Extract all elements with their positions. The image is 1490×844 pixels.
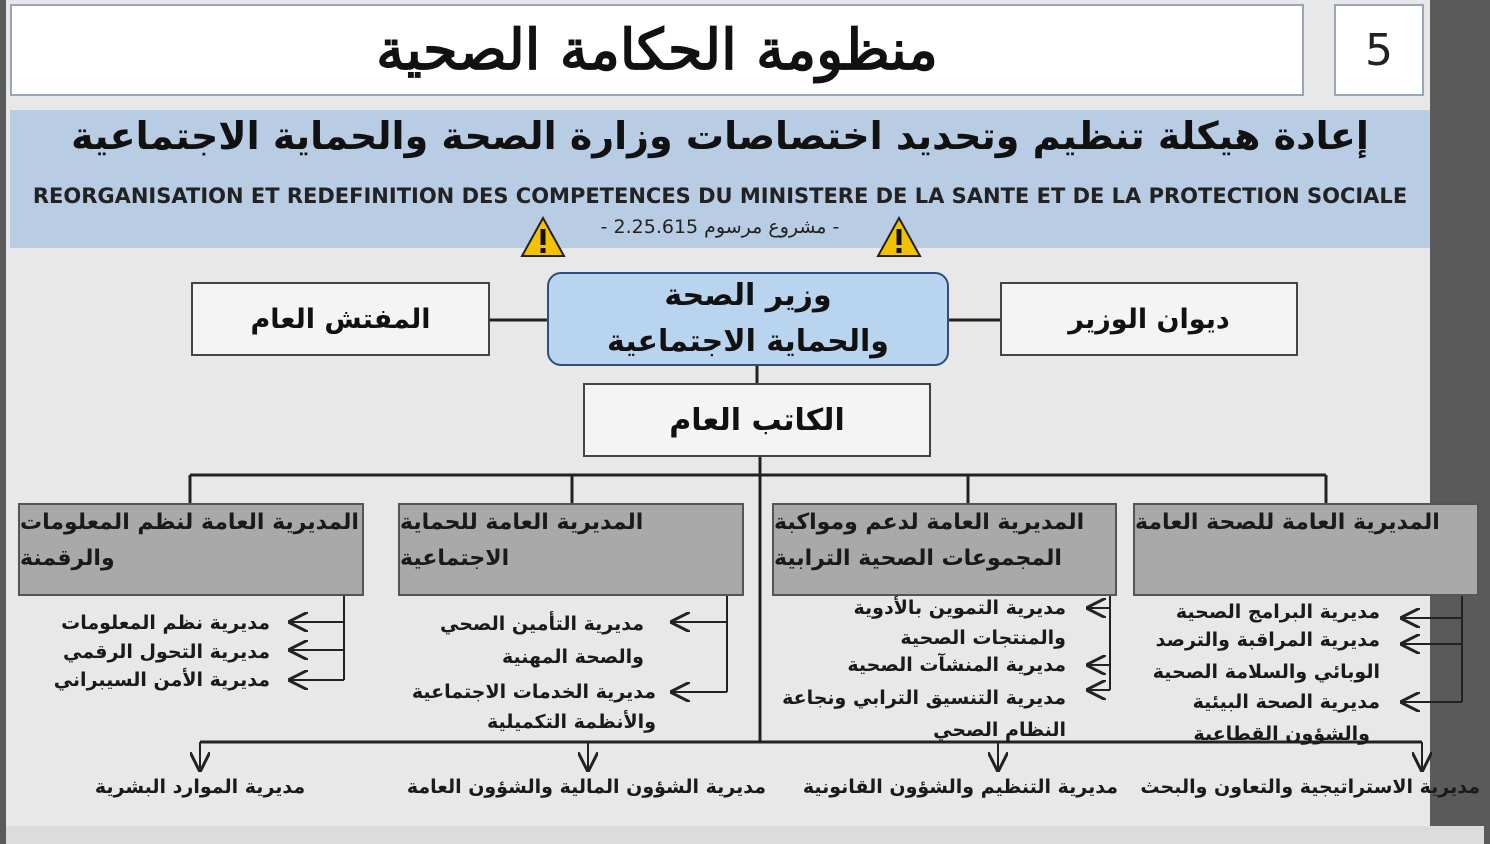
cabinet-box: ديوان الوزير — [1000, 282, 1298, 356]
sub-directorate: مديرية البرامج الصحية — [1175, 601, 1380, 623]
sub-directorate: والشؤون القطاعية — [1193, 723, 1370, 745]
sub-directorate: مديرية المراقبة والترصد — [1155, 629, 1380, 651]
dg-territorial-health-groups — [772, 503, 1117, 596]
directorate-strategy: مديرية الاستراتيجية والتعاون والبحث — [1140, 776, 1480, 798]
dg-line1: المديرية العامة لدعم ومواكبة — [774, 510, 1085, 535]
sub-directorate: والمنتجات الصحية — [900, 627, 1066, 649]
dg-line1: المديرية العامة لنظم المعلومات — [20, 510, 359, 535]
secretary-general-box: الكاتب العام — [583, 383, 931, 457]
dg-line1: المديرية العامة للحماية — [400, 510, 644, 535]
minister-line1: وزير الصحة — [664, 278, 832, 313]
draft-decree: - مشروع مرسوم 2.25.615 - — [600, 216, 840, 238]
directorate-legal-affairs: مديرية التنظيم والشؤون القانونية — [802, 776, 1118, 798]
inspector-general-box: المفتش العام — [191, 282, 490, 356]
directorate-human-resources: مديرية الموارد البشرية — [94, 776, 306, 798]
sub-directorate: مديرية نظم المعلومات — [61, 612, 270, 634]
minister-line2: والحماية الاجتماعية — [607, 324, 889, 359]
sub-directorate: مديرية التأمين الصحي — [439, 613, 644, 635]
dg-line2: الاجتماعية — [400, 546, 510, 571]
sub-directorate: مديرية التنسيق الترابي ونجاعة — [782, 687, 1066, 709]
sub-directorate: مديرية الأمن السيبراني — [53, 669, 270, 691]
sub-directorate: مديرية الصحة البيئية — [1192, 691, 1380, 713]
sub-directorate: النظام الصحي — [933, 719, 1066, 741]
banner-title-ar: إعادة هيكلة تنظيم وتحديد اختصاصات وزارة الصحة والحماية الاجتماعية — [71, 114, 1369, 158]
dg-social-protection — [398, 503, 744, 596]
dg-line2: والرقمنة — [20, 546, 115, 571]
page-title: منظومة الحكامة الصحية — [376, 17, 938, 83]
dg-public-health — [1133, 503, 1479, 596]
dg-line1: المديرية العامة للصحة العامة — [1135, 510, 1440, 535]
banner-title-fr: REORGANISATION ET REDEFINITION DES COMPETENCES DU MINISTERE DE LA SANTE ET DE LA PROTECTION SOCIALE — [32, 184, 1408, 208]
directorate-finance: مديرية الشؤون المالية والشؤون العامة — [406, 776, 766, 798]
sub-directorate: والأنظمة التكميلية — [487, 711, 656, 733]
sub-directorate: الوبائي والسلامة الصحية — [1152, 661, 1380, 683]
dg-line2: المجموعات الصحية الترابية — [774, 546, 1062, 571]
slide-number: 5 — [1334, 4, 1424, 96]
minister-box — [547, 272, 949, 366]
sub-directorate: مديرية الخدمات الاجتماعية — [411, 681, 656, 703]
sub-directorate: والصحة المهنية — [502, 646, 644, 668]
sub-directorate: مديرية التموين بالأدوية — [853, 597, 1066, 619]
sub-directorate: مديرية المنشآت الصحية — [847, 654, 1066, 676]
footer-bar — [6, 826, 1484, 844]
dg-information-systems — [18, 503, 364, 596]
sub-directorate: مديرية التحول الرقمي — [63, 641, 270, 663]
